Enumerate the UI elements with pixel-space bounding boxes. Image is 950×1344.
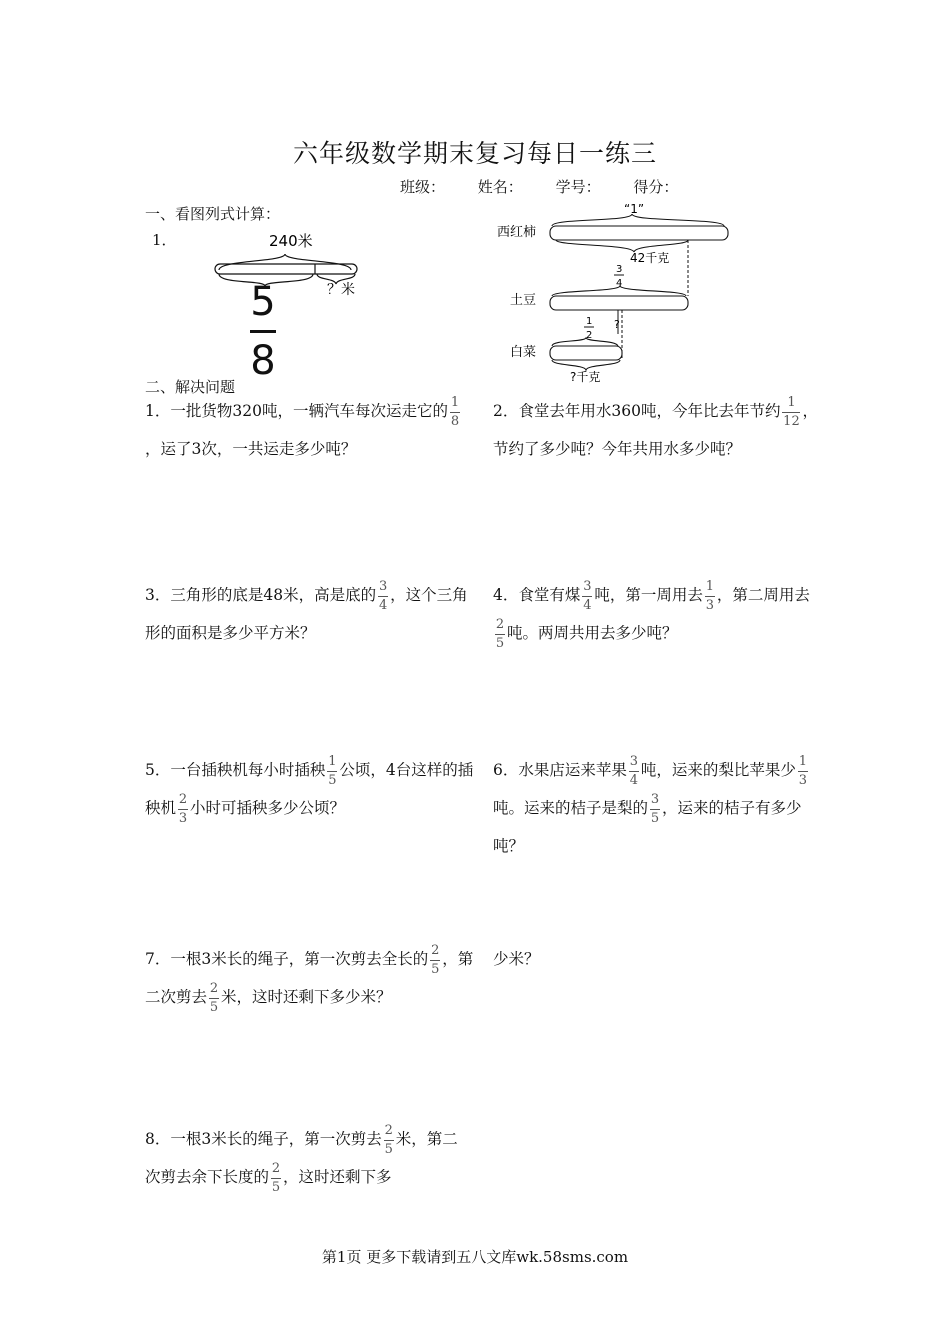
fraction: $\frac{3}{4}$ (583, 578, 592, 613)
top-brace (219, 254, 351, 270)
potato-mark: ? (614, 318, 620, 331)
tomato-difference-label: 42千克 (630, 251, 670, 265)
problem-8-continued: 少米？ (493, 950, 540, 968)
problem-2: 2．食堂去年用水360吨，今年比去年节约 $\frac{1}{12}$ ，节约了多少吨？今年共用水多少吨？ (493, 394, 818, 458)
item-number-1: 1． (152, 231, 177, 249)
potato-frac-num: 3 (616, 264, 623, 275)
score-label: 得分： (633, 178, 679, 196)
cabbage-bar (550, 346, 622, 360)
fraction: $\frac{3}{4}$ (629, 753, 639, 788)
fraction: $\frac{2}{5}$ (431, 942, 440, 977)
fraction: $\frac{2}{5}$ (271, 1160, 281, 1195)
problem-6: 6．水果店运来苹果 $\frac{3}{4}$ 吨，运来的梨比苹果少 $\frac{1}{3}$ 吨。运来的桔子是梨的 $\frac{3}{5}$ ，运来的桔子有多少吨？ (493, 753, 808, 855)
cabbage-frac-den: 2 (586, 330, 593, 341)
large-fraction (246, 280, 280, 383)
problem-3: 3．三角形的底是48米，高是底的 $\frac{3}{4}$ ，这个三角形的面积是多少平方米？ (145, 578, 468, 642)
potato-label: 土豆 (510, 293, 537, 308)
section2-heading: 二、解决问题 (145, 378, 236, 396)
cabbage-frac-num: 1 (586, 316, 593, 327)
potato-bar (550, 296, 688, 310)
student-info (400, 176, 706, 197)
fraction: $\frac{1}{3}$ (798, 753, 808, 788)
fraction: $\frac{2}{3}$ (178, 791, 188, 826)
segment-diagram-1 (205, 228, 375, 298)
fraction: $\frac{1}{12}$ (783, 394, 800, 429)
fraction: $\frac{3}{4}$ (378, 578, 388, 613)
tomato-label: 西红柿 (497, 225, 537, 240)
total-length-label: 240米 (269, 232, 313, 250)
large-fraction-denominator: 8 (250, 338, 276, 384)
potato-frac-den: 4 (616, 278, 623, 289)
page-footer: 第1页 更多下载请到五八文库wk.58sms.com (321, 1248, 629, 1266)
problem-8: 8．一根3米长的绳子，第一次剪去 $\frac{2}{5}$ 米，第二次剪去余下长度的 $\frac{2}{5}$ ，这时还剩下多 (145, 1122, 458, 1195)
segment-diagram-2 (492, 200, 742, 388)
cabbage-answer-label: ?千克 (570, 370, 601, 384)
fraction: $\frac{1}{3}$ (705, 578, 715, 613)
fraction: $\frac{2}{5}$ (209, 980, 219, 1015)
fraction: $\frac{1}{5}$ (328, 753, 337, 788)
unknown-length-label: ？米 (327, 282, 355, 298)
section1-heading: 一、看图列式计算： (145, 205, 281, 223)
segment-bar (215, 264, 357, 274)
fraction: $\frac{2}{5}$ (495, 616, 505, 651)
cabbage-label: 白菜 (510, 345, 537, 360)
name-label: 姓名： (477, 178, 523, 196)
fraction: $\frac{2}{5}$ (384, 1122, 393, 1157)
large-fraction-numerator: 5 (250, 279, 276, 325)
problem-4: 4．食堂有煤 $\frac{3}{4}$ 吨，第一周用去 $\frac{1}{3}$ ，第二周用去 $\frac{2}{5}$ 吨。两周共用去多少吨？ (493, 578, 810, 651)
number-label: 学号： (555, 178, 601, 196)
class-label: 班级： (400, 178, 446, 196)
page-title: 六年级数学期末复习每日一练三 (292, 139, 657, 168)
problem-5: 5．一台插秧机每小时插秧 $\frac{1}{5}$ 公顷，4台这样的插秧机 $\frac{2}{3}$ 小时可插秧多少公顷？ (145, 753, 474, 826)
problem-7: 7．一根3米长的绳子，第一次剪去全长的 $\frac{2}{5}$ ，第二次剪去 $\frac{2}{5}$ 米，这时还剩下多少米？ (145, 942, 474, 1015)
problem-1: 1．一批货物320吨，一辆汽车每次运走它的 $\frac{1}{8}$ ，运了3次，一共运走多少吨？ (145, 394, 460, 458)
fraction: $\frac{1}{8}$ (450, 394, 460, 429)
whole-label: “1” (624, 202, 645, 216)
tomato-bar (550, 226, 728, 240)
fraction: $\frac{3}{5}$ (650, 791, 660, 826)
